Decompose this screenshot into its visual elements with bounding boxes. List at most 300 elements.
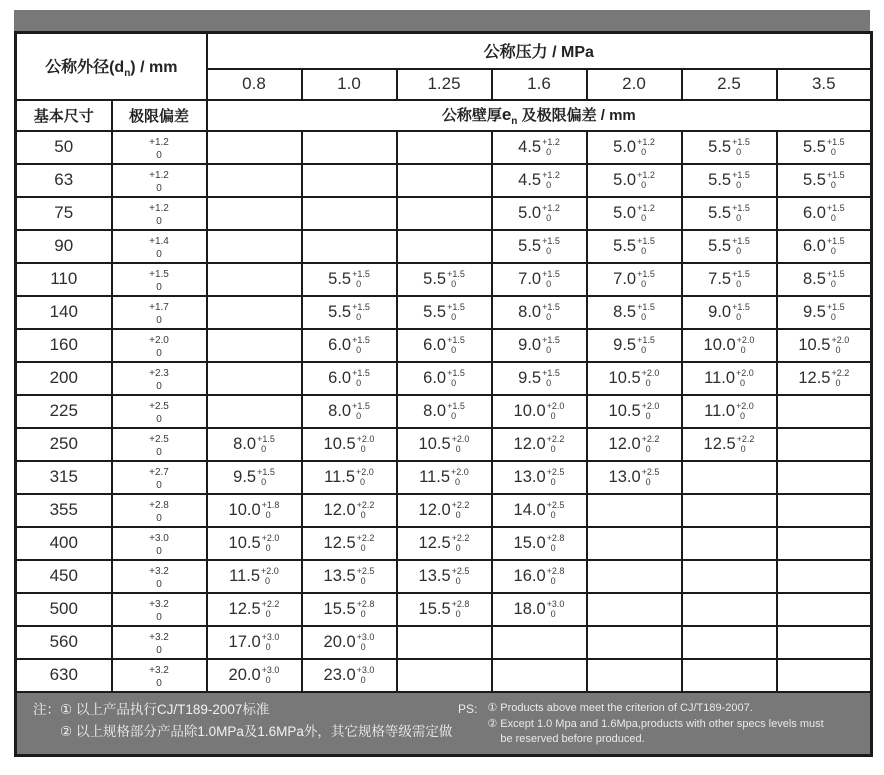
basic-size-header: 基本尺寸 <box>16 100 112 131</box>
empty-cell <box>777 659 872 692</box>
value-with-tolerance: 15.0 +2.8 0 <box>513 532 565 553</box>
wall-thickness-value <box>492 263 587 296</box>
table-row <box>16 263 872 296</box>
wall-thickness-value <box>302 461 397 494</box>
tolerance-stack: +1.2 0 <box>149 170 169 194</box>
wall-thickness-value <box>397 461 492 494</box>
value-with-tolerance: 5.5 +1.5 0 <box>423 301 465 322</box>
notes-cn-label: 注： <box>33 702 60 718</box>
table-row <box>16 164 872 197</box>
tolerance-stack: +1.5 0 <box>732 202 750 223</box>
nominal-pressure-header: 公称压力 / MPa <box>207 33 872 69</box>
notes-cell <box>16 692 872 756</box>
empty-cell <box>777 395 872 428</box>
tolerance-stack: +3.2 0 <box>149 665 169 689</box>
empty-cell <box>397 197 492 230</box>
basic-size-value: 110 <box>16 263 112 296</box>
limit-deviation-value <box>112 395 207 428</box>
tolerance-stack: +2.2 0 <box>641 433 660 454</box>
wall-thickness-value <box>207 560 302 593</box>
value-with-tolerance: 12.0 +2.2 0 <box>323 499 375 520</box>
tolerance-stack: +1.5 0 <box>352 367 370 388</box>
tolerance-stack: +2.0 0 <box>451 433 470 454</box>
value-with-tolerance: 15.5 +2.8 0 <box>418 598 470 619</box>
tolerance-stack: +3.0 0 <box>149 533 169 557</box>
wall-thickness-value <box>397 395 492 428</box>
value-with-tolerance: 6.0 +1.5 0 <box>328 334 370 355</box>
tolerance-stack: +1.2 0 <box>637 136 655 157</box>
wall-thickness-value <box>397 494 492 527</box>
tolerance-stack: +2.0 0 <box>736 400 754 421</box>
tolerance-stack: +2.2 0 <box>261 598 280 619</box>
table-row <box>16 527 872 560</box>
tolerance-stack: +2.0 0 <box>149 335 169 359</box>
value-with-tolerance: 8.0 +1.5 0 <box>233 433 275 454</box>
wall-thickness-value <box>302 263 397 296</box>
value-with-tolerance: 5.5 +1.5 0 <box>423 268 465 289</box>
wall-thickness-value <box>587 362 682 395</box>
value-with-tolerance: 12.0 +2.2 0 <box>513 433 565 454</box>
value-with-tolerance: 12.5 +2.2 0 <box>418 532 470 553</box>
wall-thickness-value <box>587 428 682 461</box>
value-with-tolerance: 5.0 +1.2 0 <box>613 136 655 157</box>
tolerance-stack: +1.5 0 <box>447 400 465 421</box>
table-row <box>16 362 872 395</box>
basic-size-value: 75 <box>16 197 112 230</box>
value-with-tolerance: 8.5 +1.5 0 <box>613 301 655 322</box>
empty-cell <box>302 131 397 164</box>
value-with-tolerance: 17.0 +3.0 0 <box>228 631 280 652</box>
tolerance-stack: +2.8 0 <box>451 598 470 619</box>
tolerance-stack: +2.8 0 <box>149 500 169 524</box>
tolerance-stack: +2.0 0 <box>261 532 280 553</box>
limit-deviation-value <box>112 329 207 362</box>
tolerance-stack: +1.5 0 <box>542 235 560 256</box>
table-row <box>16 461 872 494</box>
value-with-tolerance: 10.5 +2.0 0 <box>228 532 280 553</box>
tolerance-stack: +2.7 0 <box>149 467 169 491</box>
wall-thickness-value <box>397 560 492 593</box>
tolerance-stack: +2.5 0 <box>149 401 169 425</box>
value-with-tolerance: 5.5 +1.5 0 <box>328 268 370 289</box>
tolerance-stack: +2.8 0 <box>546 532 565 553</box>
tolerance-stack: +1.5 0 <box>257 433 275 454</box>
empty-cell <box>587 494 682 527</box>
basic-size-value: 560 <box>16 626 112 659</box>
value-with-tolerance: 5.5 +1.5 0 <box>708 136 750 157</box>
tolerance-stack: +1.5 0 <box>447 268 465 289</box>
value-with-tolerance: 5.5 +1.5 0 <box>802 169 845 190</box>
empty-cell <box>492 626 587 659</box>
empty-cell <box>302 230 397 263</box>
wall-thickness-value <box>492 362 587 395</box>
tolerance-stack: +3.0 0 <box>261 664 280 685</box>
tolerance-stack: +1.7 0 <box>149 302 169 326</box>
tolerance-stack: +3.0 0 <box>546 598 565 619</box>
table-row <box>16 197 872 230</box>
wall-thickness-value <box>492 395 587 428</box>
value-with-tolerance: 8.0 +1.5 0 <box>423 400 465 421</box>
wall-thickness-value <box>302 593 397 626</box>
value-with-tolerance: 6.0 +1.5 0 <box>802 235 845 256</box>
tolerance-stack: +1.2 0 <box>149 203 169 227</box>
basic-size-value: 315 <box>16 461 112 494</box>
empty-cell <box>397 626 492 659</box>
wall-thickness-value <box>397 527 492 560</box>
table-row <box>16 593 872 626</box>
empty-cell <box>587 626 682 659</box>
wall-thickness-header: 公称壁厚$e_n$ 及极限偏差 / mm <box>207 100 872 131</box>
tolerance-stack: +1.5 0 <box>447 301 465 322</box>
wall-thickness-value <box>492 494 587 527</box>
value-with-tolerance: 11.5 +2.0 0 <box>419 466 469 487</box>
value-with-tolerance: 14.0 +2.5 0 <box>513 499 565 520</box>
wall-thickness-value <box>207 659 302 692</box>
value-with-tolerance: 12.5 +2.2 0 <box>798 367 850 388</box>
value-with-tolerance: 10.5 +2.0 0 <box>608 367 660 388</box>
basic-size-value: 400 <box>16 527 112 560</box>
tolerance-stack: +2.0 0 <box>641 400 660 421</box>
basic-size-value: 50 <box>16 131 112 164</box>
empty-cell <box>682 659 777 692</box>
table-row <box>16 296 872 329</box>
empty-cell <box>682 593 777 626</box>
basic-size-value: 630 <box>16 659 112 692</box>
limit-deviation-value <box>112 362 207 395</box>
limit-deviation-value <box>112 461 207 494</box>
tolerance-stack: +1.2 0 <box>637 169 655 190</box>
basic-size-value: 200 <box>16 362 112 395</box>
tolerance-stack: +1.5 0 <box>732 169 750 190</box>
table-row <box>16 230 872 263</box>
notes-en-label: PS: <box>458 702 478 717</box>
tolerance-stack: +3.0 0 <box>356 631 375 652</box>
limit-deviation-value <box>112 593 207 626</box>
table-row <box>16 626 872 659</box>
pressure-col-2.5: 2.5 <box>682 69 777 100</box>
wall-thickness-value <box>397 593 492 626</box>
wall-thickness-value <box>682 395 777 428</box>
empty-cell <box>682 560 777 593</box>
wall-thickness-value <box>587 461 682 494</box>
notes-row <box>16 692 872 756</box>
wall-thickness-value <box>302 296 397 329</box>
wall-thickness-value <box>492 131 587 164</box>
empty-cell <box>397 164 492 197</box>
wall-thickness-value <box>492 164 587 197</box>
pipe-spec-table <box>14 31 873 757</box>
pressure-col-1.25: 1.25 <box>397 69 492 100</box>
wall-thickness-value <box>682 164 777 197</box>
limit-deviation-value <box>112 626 207 659</box>
limit-deviation-header: 极限偏差 <box>112 100 207 131</box>
empty-cell <box>207 164 302 197</box>
tolerance-stack: +2.5 0 <box>451 565 470 586</box>
tolerance-stack: +2.8 0 <box>356 598 375 619</box>
empty-cell <box>207 131 302 164</box>
tolerance-stack: +1.2 0 <box>149 137 169 161</box>
value-with-tolerance: 5.5 +1.5 0 <box>613 235 655 256</box>
value-with-tolerance: 6.0 +1.5 0 <box>328 367 370 388</box>
wall-thickness-value <box>302 560 397 593</box>
pressure-col-3.5: 3.5 <box>777 69 872 100</box>
table-row <box>16 560 872 593</box>
value-with-tolerance: 13.0 +2.5 0 <box>608 466 660 487</box>
wall-thickness-value <box>492 461 587 494</box>
empty-cell <box>207 230 302 263</box>
tolerance-stack: +2.2 0 <box>736 433 755 454</box>
value-with-tolerance: 6.0 +1.5 0 <box>423 367 465 388</box>
tolerance-stack: +1.5 0 <box>637 268 655 289</box>
wall-thickness-value <box>302 395 397 428</box>
value-with-tolerance: 5.0 +1.2 0 <box>518 202 560 223</box>
value-with-tolerance: 15.5 +2.8 0 <box>323 598 375 619</box>
value-with-tolerance: 10.5 +2.0 0 <box>798 334 850 355</box>
tolerance-stack: +1.2 0 <box>542 136 560 157</box>
wall-thickness-value <box>682 428 777 461</box>
empty-cell <box>207 362 302 395</box>
limit-deviation-value <box>112 494 207 527</box>
value-with-tolerance: 8.5 +1.5 0 <box>802 268 845 289</box>
tolerance-stack: +1.5 0 <box>447 334 465 355</box>
tolerance-stack: +2.5 0 <box>356 565 375 586</box>
empty-cell <box>397 230 492 263</box>
tolerance-stack: +1.5 0 <box>732 235 750 256</box>
top-accent-bar <box>14 10 870 31</box>
wall-thickness-value <box>777 131 872 164</box>
value-with-tolerance: 10.0 +2.0 0 <box>513 400 565 421</box>
basic-size-value: 160 <box>16 329 112 362</box>
basic-size-value: 63 <box>16 164 112 197</box>
wall-thickness-value <box>492 296 587 329</box>
limit-deviation-value <box>112 263 207 296</box>
wall-thickness-value <box>302 362 397 395</box>
tolerance-stack: +2.0 0 <box>451 466 469 487</box>
tolerance-stack: +2.2 0 <box>451 499 470 520</box>
tolerance-stack: +1.5 0 <box>826 136 845 157</box>
tolerance-stack: +1.5 0 <box>637 235 655 256</box>
value-with-tolerance: 9.5 +1.5 0 <box>518 367 560 388</box>
empty-cell <box>777 494 872 527</box>
empty-cell <box>207 197 302 230</box>
value-with-tolerance: 10.5 +2.0 0 <box>418 433 470 454</box>
value-with-tolerance: 12.0 +2.2 0 <box>418 499 470 520</box>
value-with-tolerance: 9.5 +1.5 0 <box>613 334 655 355</box>
wall-thickness-value <box>492 593 587 626</box>
wall-thickness-value <box>492 197 587 230</box>
tolerance-stack: +1.2 0 <box>637 202 655 223</box>
value-with-tolerance: 10.0 +1.8 0 <box>228 499 280 520</box>
value-with-tolerance: 5.5 +1.5 0 <box>802 136 845 157</box>
wall-thickness-value <box>587 197 682 230</box>
tolerance-stack: +1.5 0 <box>257 466 275 487</box>
tolerance-stack: +1.5 0 <box>637 334 655 355</box>
table-row <box>16 395 872 428</box>
table-row <box>16 131 872 164</box>
basic-size-value: 90 <box>16 230 112 263</box>
limit-deviation-value <box>112 560 207 593</box>
wall-thickness-value <box>682 362 777 395</box>
outer-diameter-header: 公称外径$(d_n)$ / mm <box>16 33 207 100</box>
value-with-tolerance: 13.5 +2.5 0 <box>323 565 375 586</box>
wall-thickness-value <box>492 527 587 560</box>
empty-cell <box>682 626 777 659</box>
value-with-tolerance: 7.0 +1.5 0 <box>518 268 560 289</box>
tolerance-stack: +2.2 0 <box>451 532 470 553</box>
tolerance-stack: +2.3 0 <box>149 368 169 392</box>
tolerance-stack: +2.0 0 <box>736 367 754 388</box>
wall-thickness-value <box>777 263 872 296</box>
wall-thickness-value <box>682 263 777 296</box>
basic-size-value: 250 <box>16 428 112 461</box>
value-with-tolerance: 5.5 +1.5 0 <box>708 235 750 256</box>
tolerance-stack: +1.5 0 <box>826 268 845 289</box>
notes-chinese <box>33 699 458 744</box>
empty-cell <box>777 626 872 659</box>
wall-thickness-value <box>587 329 682 362</box>
value-with-tolerance: 9.5 +1.5 0 <box>802 301 845 322</box>
wall-thickness-value <box>207 494 302 527</box>
note-cn-2: ② 以上规格部分产品除1.0MPa及1.6MPa外，其它规格等级需定做 <box>60 724 453 740</box>
note-en-1: ① Products above meet the criterion of CJ/T189-2007. <box>487 702 753 715</box>
value-with-tolerance: 18.0 +3.0 0 <box>513 598 565 619</box>
value-with-tolerance: 20.0 +3.0 0 <box>228 664 280 685</box>
basic-size-value: 355 <box>16 494 112 527</box>
wall-thickness-value <box>587 395 682 428</box>
wall-thickness-value <box>777 164 872 197</box>
tolerance-stack: +2.0 0 <box>736 334 755 355</box>
value-with-tolerance: 11.0 +2.0 0 <box>704 367 754 388</box>
tolerance-stack: +1.4 0 <box>149 236 169 260</box>
empty-cell <box>492 659 587 692</box>
wall-thickness-value <box>397 263 492 296</box>
empty-cell <box>302 197 397 230</box>
pressure-col-2.0: 2.0 <box>587 69 682 100</box>
wall-thickness-value <box>682 197 777 230</box>
value-with-tolerance: 23.0 +3.0 0 <box>323 664 375 685</box>
basic-size-value: 450 <box>16 560 112 593</box>
tolerance-stack: +1.5 0 <box>542 334 560 355</box>
empty-cell <box>397 659 492 692</box>
wall-thickness-value <box>302 626 397 659</box>
wall-thickness-value <box>397 329 492 362</box>
table-row <box>16 428 872 461</box>
empty-cell <box>587 560 682 593</box>
value-with-tolerance: 7.0 +1.5 0 <box>613 268 655 289</box>
tolerance-stack: +1.5 0 <box>826 301 845 322</box>
wall-thickness-value <box>207 428 302 461</box>
table-row <box>16 329 872 362</box>
limit-deviation-value <box>112 197 207 230</box>
value-with-tolerance: 5.5 +1.5 0 <box>328 301 370 322</box>
pressure-col-0.8: 0.8 <box>207 69 302 100</box>
wall-thickness-value <box>587 164 682 197</box>
tolerance-stack: +1.5 0 <box>732 301 750 322</box>
tolerance-stack: +1.5 0 <box>352 301 370 322</box>
value-with-tolerance: 7.5 +1.5 0 <box>708 268 750 289</box>
tolerance-stack: +1.5 0 <box>149 269 169 293</box>
wall-thickness-value <box>587 131 682 164</box>
tolerance-stack: +2.0 0 <box>356 466 374 487</box>
tolerance-stack: +1.5 0 <box>447 367 465 388</box>
value-with-tolerance: 13.5 +2.5 0 <box>418 565 470 586</box>
tolerance-stack: +1.5 0 <box>352 400 370 421</box>
wall-thickness-value <box>492 560 587 593</box>
tolerance-stack: +2.5 0 <box>641 466 660 487</box>
empty-cell <box>302 164 397 197</box>
value-with-tolerance: 12.0 +2.2 0 <box>608 433 660 454</box>
empty-cell <box>587 659 682 692</box>
tolerance-stack: +1.5 0 <box>542 301 560 322</box>
value-with-tolerance: 8.0 +1.5 0 <box>518 301 560 322</box>
wall-thickness-value <box>587 230 682 263</box>
tolerance-stack: +2.2 0 <box>546 433 565 454</box>
empty-cell <box>682 461 777 494</box>
tolerance-stack: +1.5 0 <box>542 367 560 388</box>
tolerance-stack: +1.5 0 <box>637 301 655 322</box>
tolerance-stack: +1.5 0 <box>352 268 370 289</box>
tolerance-stack: +2.2 0 <box>356 499 375 520</box>
tolerance-stack: +1.2 0 <box>542 202 560 223</box>
value-with-tolerance: 20.0 +3.0 0 <box>323 631 375 652</box>
limit-deviation-value <box>112 527 207 560</box>
tolerance-stack: +3.2 0 <box>149 566 169 590</box>
tolerance-stack: +2.2 0 <box>356 532 375 553</box>
wall-thickness-value <box>207 527 302 560</box>
empty-cell <box>397 131 492 164</box>
wall-thickness-value <box>777 230 872 263</box>
tolerance-stack: +2.5 0 <box>546 499 565 520</box>
value-with-tolerance: 4.5 +1.2 0 <box>518 169 560 190</box>
basic-size-value: 225 <box>16 395 112 428</box>
limit-deviation-value <box>112 230 207 263</box>
tolerance-stack: +1.2 0 <box>542 169 560 190</box>
value-with-tolerance: 13.0 +2.5 0 <box>513 466 565 487</box>
value-with-tolerance: 5.5 +1.5 0 <box>518 235 560 256</box>
empty-cell <box>207 263 302 296</box>
wall-thickness-value <box>777 296 872 329</box>
wall-thickness-value <box>397 296 492 329</box>
value-with-tolerance: 12.5 +2.2 0 <box>228 598 280 619</box>
empty-cell <box>207 296 302 329</box>
limit-deviation-value <box>112 428 207 461</box>
wall-thickness-value <box>302 329 397 362</box>
value-with-tolerance: 12.5 +2.2 0 <box>323 532 375 553</box>
tolerance-stack: +3.2 0 <box>149 599 169 623</box>
limit-deviation-value <box>112 296 207 329</box>
tolerance-stack: +1.8 0 <box>261 499 280 520</box>
value-with-tolerance: 12.5 +2.2 0 <box>703 433 755 454</box>
value-with-tolerance: 5.5 +1.5 0 <box>708 169 750 190</box>
notes-english <box>458 699 860 747</box>
wall-thickness-value <box>682 296 777 329</box>
value-with-tolerance: 9.0 +1.5 0 <box>518 334 560 355</box>
empty-cell <box>682 527 777 560</box>
value-with-tolerance: 11.0 +2.0 0 <box>704 400 754 421</box>
tolerance-stack: +3.2 0 <box>149 632 169 656</box>
value-with-tolerance: 10.0 +2.0 0 <box>703 334 755 355</box>
wall-thickness-value <box>682 329 777 362</box>
spec-table-body <box>16 131 872 692</box>
wall-thickness-value <box>492 329 587 362</box>
note-en-2: ② Except 1.0 Mpa and 1.6Mpa,products with other specs levels must be reserved before produced. <box>487 717 824 745</box>
wall-thickness-value <box>302 428 397 461</box>
value-with-tolerance: 9.0 +1.5 0 <box>708 301 750 322</box>
tolerance-stack: +2.0 0 <box>831 334 850 355</box>
value-with-tolerance: 8.0 +1.5 0 <box>328 400 370 421</box>
tolerance-stack: +1.5 0 <box>732 268 750 289</box>
wall-thickness-value <box>777 197 872 230</box>
